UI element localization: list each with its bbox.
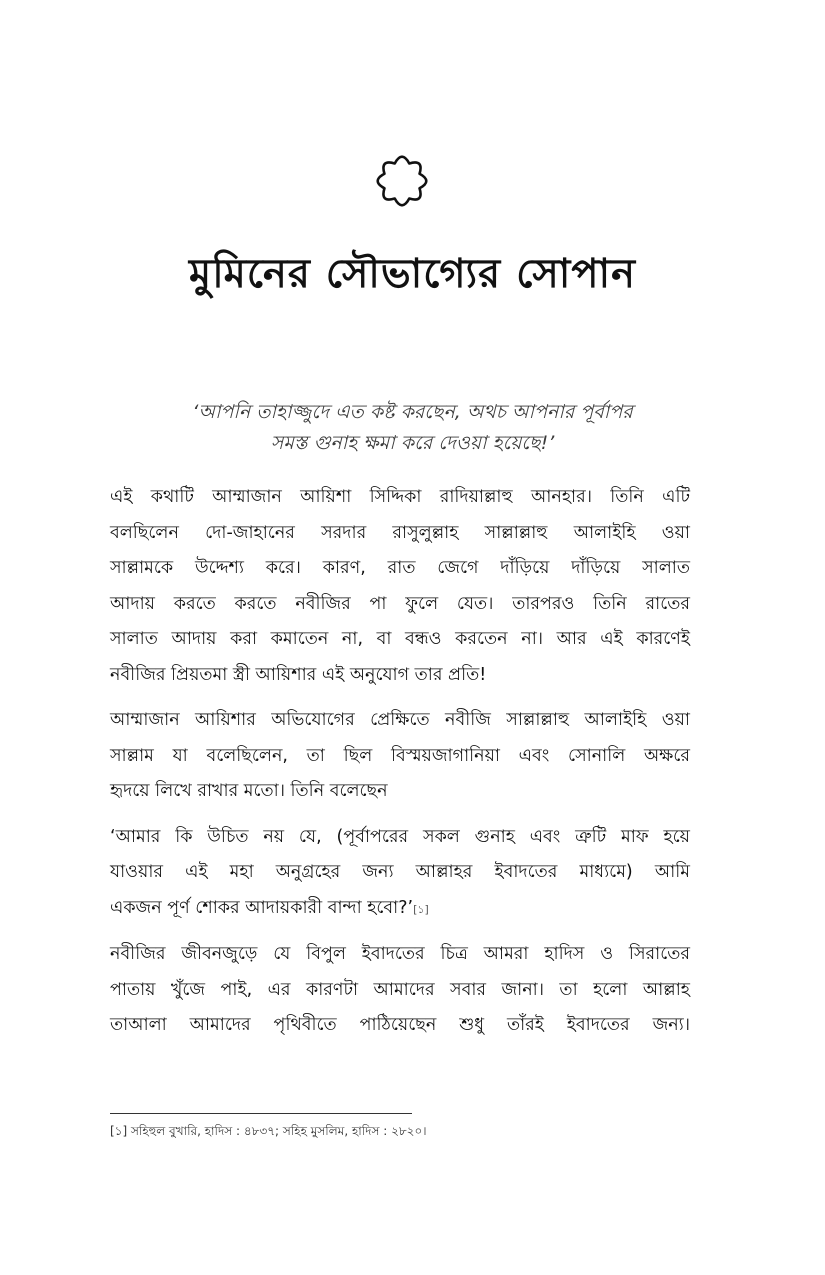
footnote: [১] সহিহুল বুখারি, হাদিস : ৪৮৩৭; সহিহ মুসলিম, হাদিস : ২৮২০। [110,1124,427,1138]
footnote-reference[interactable]: [১] [413,902,429,916]
text-line [110,891,690,928]
epigraph-line: সমস্ত গুনাহ ক্ষমা করে দেওয়া হয়েছে!’ [270,432,555,454]
text-line: বলছিলেন দো-জাহানের সরদার রাসুলুল্লাহ সাল্লাল্লাহু আলাইহি ওয়া [110,522,690,543]
footnote-divider [110,1113,412,1114]
text-line: যাওয়ার এই মহা অনুগ্রহের জন্য আল্লাহর ইবাদতের মাধ্যমে) আমি [110,862,690,882]
text-line: আদায় করতে করতে নবীজির পা ফুলে যেত। তারপরও তিনি রাতের [110,593,690,614]
text-line: সাল্লাম যা বলেছিলেন, তা ছিল বিস্ময়জাগানিয়া এবং সোনালি অক্ষরে [110,745,690,766]
text-line: সালাত আদায় করা কমাতেন না, বা বন্ধও করতেন না। আর এই কারণেই [110,629,690,649]
paragraph [110,937,690,1044]
paragraph [110,703,690,810]
text-line: তাআলা আমাদের পৃথিবীতে পাঠিয়েছেন শুধু তাঁরই ইবাদতের জন্য। [110,1015,690,1035]
text-line: আম্মাজান আয়িশার অভিযোগের প্রেক্ষিতে নবীজি সাল্লাল্লাহু আলাইহি ওয়া [110,710,690,730]
text-line: এই কথাটি আম্মাজান আয়িশা সিদ্দিকা রাদিয়াল্লাহু আনহার। তিনি এটি [110,487,690,507]
body-text [110,480,690,1054]
paragraph [110,480,690,693]
text-line: ‘আমার কি উচিত নয় যে, (পূর্বাপরের সকল গুনাহ এবং ত্রুটি মাফ হয়ে [110,826,690,847]
text-line: পাতায় খুঁজে পাই, এর কারণটা আমাদের সবার জানা। তা হলো আল্লাহ [110,979,690,1000]
text-line: নবীজির প্রিয়তমা স্ত্রী আয়িশার এই অনুযোগ তার প্রতি! [110,664,487,685]
paragraph [110,820,690,928]
epigraph-quote [110,397,715,459]
epigraph-line: ‘আপনি তাহাজ্জুদে এত কষ্ট করছেন, অথচ আপনার পূর্বাপর [192,401,633,423]
chapter-title: মুমিনের সৌভাগ্যের সোপান [189,251,636,297]
text-line: হৃদয়ে লিখে রাখার মতো। তিনি বলেছেন [110,781,388,801]
text-line: নবীজির জীবনজুড়ে যে বিপুল ইবাদতের চিত্র আমরা হাদিস ও সিরাতের [110,944,690,964]
flower-outline-icon [371,150,433,212]
text-line: সাল্লামকে উদ্দেশ্য করে। কারণ, রাত জেগে দাঁড়িয়ে দাঁড়িয়ে সালাত [110,558,690,578]
quote-end-text: একজন পূর্ণ শোকর আদায়কারী বান্দা হবো?’ [110,897,414,918]
